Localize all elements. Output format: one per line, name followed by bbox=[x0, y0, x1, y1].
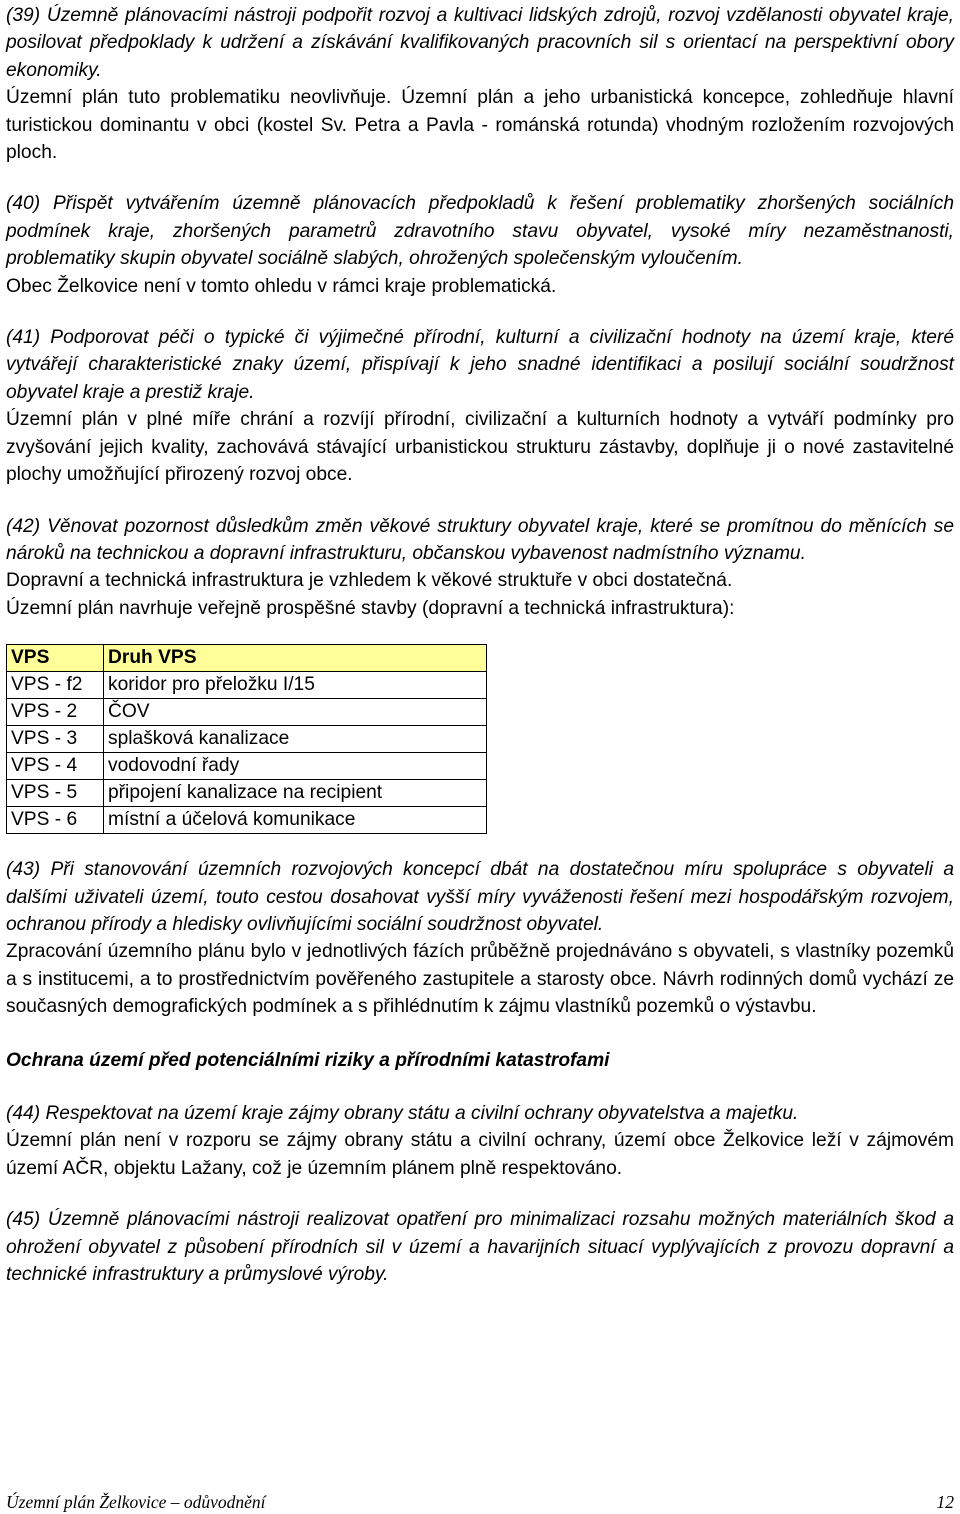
paragraph-42-response-2: Územní plán navrhuje veřejně prospěšné stavby (dopravní a technická infrastruktura): bbox=[6, 597, 735, 619]
paragraph-44-response: Územní plán není v rozporu se zájmy obrany státu a civilní ochrany, území obce Želkovice leží v zájmovém území AČR, objektu Lažany, což je územním plánem plně respektováno. bbox=[6, 1130, 954, 1179]
vps-type-cell: koridor pro přeložku I/15 bbox=[104, 672, 487, 699]
vps-type-cell: místní a účelová komunikace bbox=[104, 807, 487, 834]
paragraph-39-response: Územní plán tuto problematiku neovlivňuje. Územní plán a jeho urbanistická koncepce, zohledňuje hlavní turistickou dominantu v obci (kostel Sv. Petra a Pavla - románská rotunda) vhodným rozložením rozvojových ploch. bbox=[6, 87, 954, 164]
vps-header-code: VPS bbox=[7, 645, 104, 672]
paragraph-43-requirement: (43) Při stanovování územních rozvojových koncepcí dbát na dostatečnou míru spolupráce s obyvateli a dalšími uživateli území, touto cestou dosahovat vyšší míry vyváženosti řešení mezi hospodářským rozvojem, ochranou přírody a hledisky ovlivňujícími sociální soudržnost obyvatel. bbox=[6, 859, 954, 935]
paragraph-40-requirement: (40) Přispět vytvářením územně plánovacích předpokladů k řešení problematiky zhoršených sociálních podmínek kraje, zhoršených parametrů zdravotního stavu obyvatel, vysoké míry nezaměstnanosti, problematiky skupin obyvatel sociálně slabých, ohrožených společenským vyloučením. bbox=[6, 193, 954, 270]
vps-code-cell: VPS - 4 bbox=[7, 753, 104, 780]
page-number: 12 bbox=[936, 1492, 954, 1512]
vps-code-cell: VPS - 5 bbox=[7, 780, 104, 807]
footer-title: Územní plán Želkovice – odůvodnění bbox=[6, 1492, 266, 1512]
section-heading: Ochrana území před potenciálními riziky a přírodními katastrofami bbox=[6, 1049, 610, 1071]
vps-code-cell: VPS - 2 bbox=[7, 699, 104, 726]
paragraph-42-requirement: (42) Věnovat pozornost důsledkům změn věkové struktury obyvatel kraje, které se promítnou do měnících se nároků na technickou a dopravní infrastrukturu, občanskou vybavenost nadmístního významu. bbox=[6, 515, 954, 564]
vps-type-cell: vodovodní řady bbox=[104, 753, 487, 780]
vps-type-cell: ČOV bbox=[104, 699, 487, 726]
table-row bbox=[7, 726, 487, 753]
vps-type-cell: splašková kanalizace bbox=[104, 726, 487, 753]
page-footer bbox=[6, 1490, 954, 1514]
paragraph-41-response: Územní plán v plné míře chrání a rozvíjí přírodní, civilizační a kulturních hodnoty a vytváří podmínky pro zvyšování jejich kvality, zachovává stávající urbanistickou strukturu zástavby, doplňuje ji o nové zastavitelné plochy umožňující přirozený rozvoj obce. bbox=[6, 409, 954, 486]
vps-code-cell: VPS - 3 bbox=[7, 726, 104, 753]
paragraph-41-requirement: (41) Podporovat péči o typické či výjimečné přírodní, kulturní a civilizační hodnoty na území kraje, které vytvářejí charakteristické znaky území, přispívají k jeho snadné identifikaci a posilují sociální soudržnost obyvatel kraje a prestiž kraje. bbox=[6, 327, 954, 403]
paragraph-44-requirement: (44) Respektovat na území kraje zájmy obrany státu a civilní ochrany obyvatelstva a majetku. bbox=[6, 1102, 799, 1124]
paragraph-43-response: Zpracování územního plánu bylo v jednotlivých fázích průběžně projednáváno s obyvateli, s vlastníky pozemků a s institucemi, a to prostřednictvím pověřeného zastupitele a starosty obce. Návrh rodinných domů vychází ze současných demografických podmínek a s přihlédnutím k zájmu vlastníků pozemků o výstavbu. bbox=[6, 941, 954, 1018]
vps-code-cell: VPS - f2 bbox=[7, 672, 104, 699]
paragraph-45-requirement: (45) Územně plánovacími nástroji realizovat opatření pro minimalizaci rozsahu možných materiálních škod a ohrožení obyvatel z působení přírodních sil v území a havarijních situací vyplývajících z provozu dopravní a technické infrastruktury a průmyslové výroby. bbox=[6, 1209, 954, 1285]
document-page bbox=[6, 0, 954, 1288]
table-row bbox=[7, 807, 487, 834]
vps-table bbox=[6, 644, 487, 834]
paragraph-42-response-1: Dopravní a technická infrastruktura je vzhledem k věkové struktuře v obci dostatečná. bbox=[6, 570, 733, 592]
vps-code-cell: VPS - 6 bbox=[7, 807, 104, 834]
vps-header-type: Druh VPS bbox=[104, 645, 487, 672]
paragraph-39-requirement: (39) Územně plánovacími nástroji podpořit rozvoj a kultivaci lidských zdrojů, rozvoj vzdělanosti obyvatel kraje, posilovat předpoklady k udržení a získávání kvalifikovaných pracovních sil s orientací na perspektivní obory ekonomiky. bbox=[6, 5, 954, 81]
table-row bbox=[7, 699, 487, 726]
table-row bbox=[7, 780, 487, 807]
table-row bbox=[7, 672, 487, 699]
vps-table-header bbox=[7, 645, 487, 672]
table-row bbox=[7, 753, 487, 780]
vps-type-cell: připojení kanalizace na recipient bbox=[104, 780, 487, 807]
paragraph-40-response: Obec Želkovice není v tomto ohledu v rámci kraje problematická. bbox=[6, 275, 557, 297]
